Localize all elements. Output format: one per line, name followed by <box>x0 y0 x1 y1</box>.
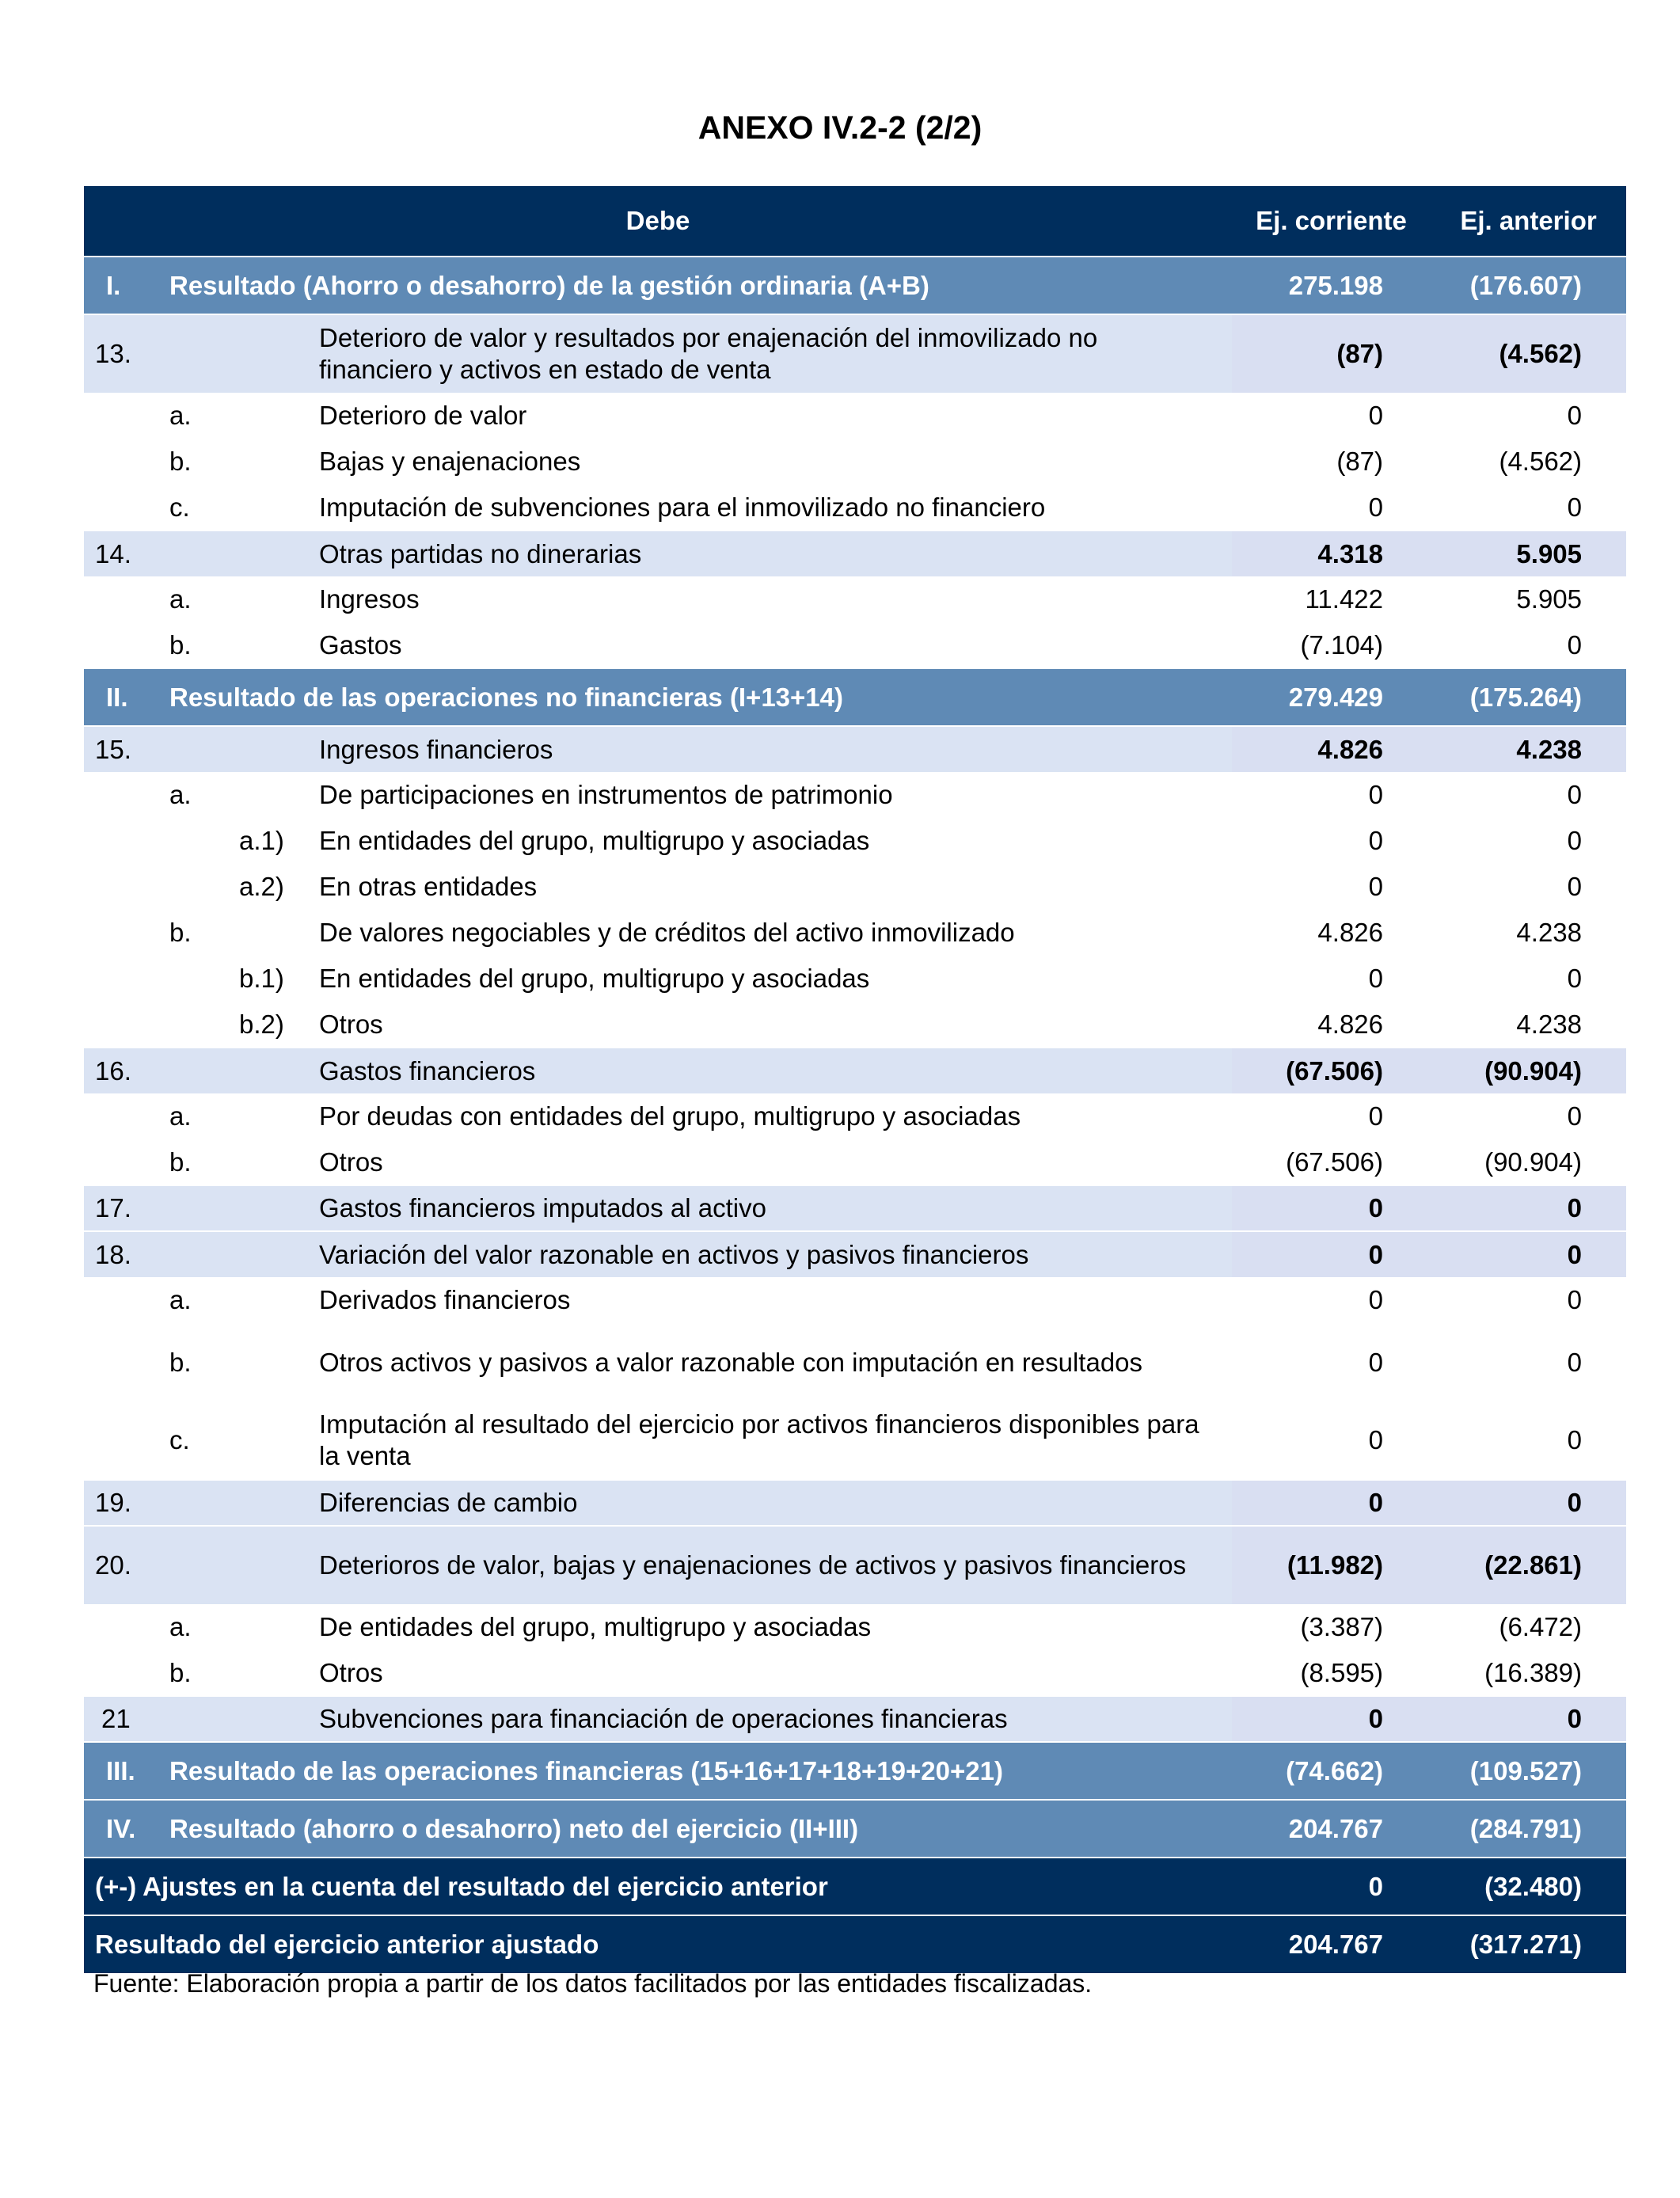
table-row <box>84 1139 1626 1185</box>
row-number: II. <box>106 682 128 712</box>
table-row <box>84 485 1626 530</box>
row-label: Variación del valor razonable en activos y pasivos financieros <box>319 1231 1232 1277</box>
current-year-value: 0 <box>1232 1323 1431 1401</box>
table-row <box>84 314 1626 393</box>
row-number: b. <box>84 622 319 668</box>
previous-year-value: 0 <box>1431 1480 1626 1526</box>
table-row <box>84 1604 1626 1650</box>
table-row <box>84 1048 1626 1093</box>
result-row <box>84 1800 1626 1858</box>
previous-year-value: (6.472) <box>1431 1604 1626 1650</box>
row-label: En entidades del grupo, multigrupo y asociadas <box>319 956 1232 1002</box>
table-row <box>84 1002 1626 1048</box>
row-number: 21 <box>84 1696 319 1742</box>
previous-year-value: (4.562) <box>1431 314 1626 393</box>
row-number: 14. <box>84 530 319 576</box>
header-current-year: Ej. corriente <box>1232 186 1431 257</box>
table-row <box>84 1093 1626 1139</box>
current-year-value: (67.506) <box>1232 1048 1431 1093</box>
row-number: IV. <box>106 1813 136 1843</box>
row-label: Otros <box>319 1139 1232 1185</box>
current-year-value: 0 <box>1232 1185 1431 1231</box>
table-header <box>84 186 1626 257</box>
row-number: b. <box>84 1323 319 1401</box>
row-label: Resultado de las operaciones no financieras (I+13+14) <box>169 682 843 712</box>
current-year-value: 0 <box>1232 1480 1431 1526</box>
row-number: a. <box>84 1277 319 1323</box>
row-number: 19. <box>84 1480 319 1526</box>
table-row <box>84 956 1626 1002</box>
current-year-value: 0 <box>1232 1277 1431 1323</box>
previous-year-value: 4.238 <box>1431 726 1626 772</box>
current-year-value: 0 <box>1232 1231 1431 1277</box>
previous-year-value: 5.905 <box>1431 576 1626 622</box>
result-row <box>84 257 1626 314</box>
row-label: Otros <box>319 1650 1232 1696</box>
header-debe: Debe <box>84 186 1232 257</box>
current-year-value: 0 <box>1232 1696 1431 1742</box>
row-number: b.2) <box>84 1002 319 1048</box>
row-label: Otros activos y pasivos a valor razonable con imputación en resultados <box>319 1323 1232 1401</box>
current-year-value: 0 <box>1232 393 1431 439</box>
previous-year-value: 4.238 <box>1431 1002 1626 1048</box>
table-row <box>84 1401 1626 1480</box>
previous-year-value: 0 <box>1431 1093 1626 1139</box>
previous-year-value: 4.238 <box>1431 910 1626 956</box>
row-label: Deterioro de valor <box>319 393 1232 439</box>
previous-year-value: (16.389) <box>1431 1650 1626 1696</box>
previous-year-value: (317.271) <box>1431 1915 1626 1973</box>
row-number: 18. <box>84 1231 319 1277</box>
current-year-value: (87) <box>1232 314 1431 393</box>
row-label: Derivados financieros <box>319 1277 1232 1323</box>
current-year-value: 279.429 <box>1232 668 1431 726</box>
current-year-value: (8.595) <box>1232 1650 1431 1696</box>
previous-year-value: 0 <box>1431 622 1626 668</box>
row-number: a. <box>84 1093 319 1139</box>
results-table <box>84 186 1626 1973</box>
current-year-value: 0 <box>1232 772 1431 818</box>
row-label: Imputación de subvenciones para el inmovilizado no financiero <box>319 485 1232 530</box>
current-year-value: 4.826 <box>1232 1002 1431 1048</box>
current-year-value: (11.982) <box>1232 1526 1431 1604</box>
table-row <box>84 1231 1626 1277</box>
previous-year-value: 0 <box>1431 818 1626 864</box>
table-row <box>84 530 1626 576</box>
row-number: c. <box>84 485 319 530</box>
row-number: a. <box>84 772 319 818</box>
current-year-value: 0 <box>1232 1858 1431 1915</box>
row-label: Gastos <box>319 622 1232 668</box>
source-note: Fuente: Elaboración propia a partir de los datos facilitados por las entidades fiscalizadas. <box>93 1969 1093 1998</box>
result-row <box>84 668 1626 726</box>
row-number: III. <box>106 1755 135 1785</box>
previous-year-value: 0 <box>1431 393 1626 439</box>
page-title: ANEXO IV.2-2 (2/2) <box>697 109 983 146</box>
row-number: b. <box>84 439 319 485</box>
previous-year-value: 0 <box>1431 1185 1626 1231</box>
table-row <box>84 818 1626 864</box>
previous-year-value: (4.562) <box>1431 439 1626 485</box>
total-row <box>84 1858 1626 1915</box>
current-year-value: 4.826 <box>1232 910 1431 956</box>
previous-year-value: (90.904) <box>1431 1139 1626 1185</box>
current-year-value: (3.387) <box>1232 1604 1431 1650</box>
current-year-value: 204.767 <box>1232 1800 1431 1858</box>
row-label: Por deudas con entidades del grupo, multigrupo y asociadas <box>319 1093 1232 1139</box>
row-label: Resultado (Ahorro o desahorro) de la gestión ordinaria (A+B) <box>169 270 929 300</box>
previous-year-value: 0 <box>1431 1401 1626 1480</box>
row-number: I. <box>106 270 121 300</box>
previous-year-value: (284.791) <box>1431 1800 1626 1858</box>
current-year-value: 0 <box>1232 818 1431 864</box>
row-label: En otras entidades <box>319 864 1232 910</box>
row-label: Deterioros de valor, bajas y enajenaciones de activos y pasivos financieros <box>319 1526 1232 1604</box>
previous-year-value: (32.480) <box>1431 1858 1626 1915</box>
row-number: b. <box>84 1139 319 1185</box>
row-number: a.1) <box>84 818 319 864</box>
table-row <box>84 576 1626 622</box>
row-label: De participaciones en instrumentos de patrimonio <box>319 772 1232 818</box>
row-label: Subvenciones para financiación de operaciones financieras <box>319 1696 1232 1742</box>
table-row <box>84 1323 1626 1401</box>
row-number: b.1) <box>84 956 319 1002</box>
row-label: Resultado de las operaciones financieras (15+16+17+18+19+20+21) <box>169 1755 1003 1785</box>
total-row <box>84 1915 1626 1973</box>
previous-year-value: 0 <box>1431 1696 1626 1742</box>
row-label: De valores negociables y de créditos del activo inmovilizado <box>319 910 1232 956</box>
previous-year-value: 0 <box>1431 956 1626 1002</box>
table-row <box>84 772 1626 818</box>
row-label: (+-) Ajustes en la cuenta del resultado del ejercicio anterior <box>95 1871 828 1901</box>
previous-year-value: 0 <box>1431 1231 1626 1277</box>
row-number: b. <box>84 910 319 956</box>
current-year-value: 0 <box>1232 956 1431 1002</box>
row-label: Gastos financieros imputados al activo <box>319 1185 1232 1231</box>
result-row <box>84 1742 1626 1800</box>
current-year-value: 0 <box>1232 1093 1431 1139</box>
row-number: c. <box>84 1401 319 1480</box>
current-year-value: 0 <box>1232 864 1431 910</box>
row-label: Otros <box>319 1002 1232 1048</box>
row-number: a.2) <box>84 864 319 910</box>
table-row <box>84 439 1626 485</box>
table-row <box>84 1526 1626 1604</box>
previous-year-value: (109.527) <box>1431 1742 1626 1800</box>
row-number: 15. <box>84 726 319 772</box>
row-label: Ingresos financieros <box>319 726 1232 772</box>
row-number: b. <box>84 1650 319 1696</box>
current-year-value: 204.767 <box>1232 1915 1431 1973</box>
table-row <box>84 393 1626 439</box>
row-number: 20. <box>84 1526 319 1604</box>
row-number: 13. <box>84 314 319 393</box>
current-year-value: (87) <box>1232 439 1431 485</box>
table-row <box>84 910 1626 956</box>
current-year-value: 275.198 <box>1232 257 1431 314</box>
row-number: a. <box>84 576 319 622</box>
row-label: Resultado (ahorro o desahorro) neto del ejercicio (II+III) <box>169 1813 859 1843</box>
previous-year-value: (90.904) <box>1431 1048 1626 1093</box>
previous-year-value: 0 <box>1431 485 1626 530</box>
previous-year-value: 5.905 <box>1431 530 1626 576</box>
row-label: Bajas y enajenaciones <box>319 439 1232 485</box>
table-row <box>84 864 1626 910</box>
row-label: Resultado del ejercicio anterior ajustado <box>95 1930 599 1959</box>
table-row <box>84 1185 1626 1231</box>
row-label: Imputación al resultado del ejercicio por activos financieros disponibles para la venta <box>319 1401 1232 1480</box>
current-year-value: 0 <box>1232 1401 1431 1480</box>
current-year-value: (67.506) <box>1232 1139 1431 1185</box>
table-row <box>84 1480 1626 1526</box>
table-row <box>84 726 1626 772</box>
row-label: Ingresos <box>319 576 1232 622</box>
table-row <box>84 1696 1626 1742</box>
previous-year-value: (175.264) <box>1431 668 1626 726</box>
current-year-value: 4.826 <box>1232 726 1431 772</box>
previous-year-value: 0 <box>1431 1323 1626 1401</box>
row-number: 17. <box>84 1185 319 1231</box>
previous-year-value: 0 <box>1431 772 1626 818</box>
current-year-value: 11.422 <box>1232 576 1431 622</box>
row-number: 16. <box>84 1048 319 1093</box>
previous-year-value: (176.607) <box>1431 257 1626 314</box>
previous-year-value: 0 <box>1431 864 1626 910</box>
table-row <box>84 1650 1626 1696</box>
table-row <box>84 622 1626 668</box>
row-label: De entidades del grupo, multigrupo y asociadas <box>319 1604 1232 1650</box>
previous-year-value: 0 <box>1431 1277 1626 1323</box>
row-number: a. <box>84 1604 319 1650</box>
row-label: Diferencias de cambio <box>319 1480 1232 1526</box>
row-label: Deterioro de valor y resultados por enajenación del inmovilizado no financiero y activos en estado de venta <box>319 314 1232 393</box>
row-label: En entidades del grupo, multigrupo y asociadas <box>319 818 1232 864</box>
row-label: Gastos financieros <box>319 1048 1232 1093</box>
table-row <box>84 1277 1626 1323</box>
current-year-value: 0 <box>1232 485 1431 530</box>
current-year-value: (7.104) <box>1232 622 1431 668</box>
row-number: a. <box>84 393 319 439</box>
current-year-value: 4.318 <box>1232 530 1431 576</box>
previous-year-value: (22.861) <box>1431 1526 1626 1604</box>
header-previous-year: Ej. anterior <box>1431 186 1626 257</box>
current-year-value: (74.662) <box>1232 1742 1431 1800</box>
row-label: Otras partidas no dinerarias <box>319 530 1232 576</box>
